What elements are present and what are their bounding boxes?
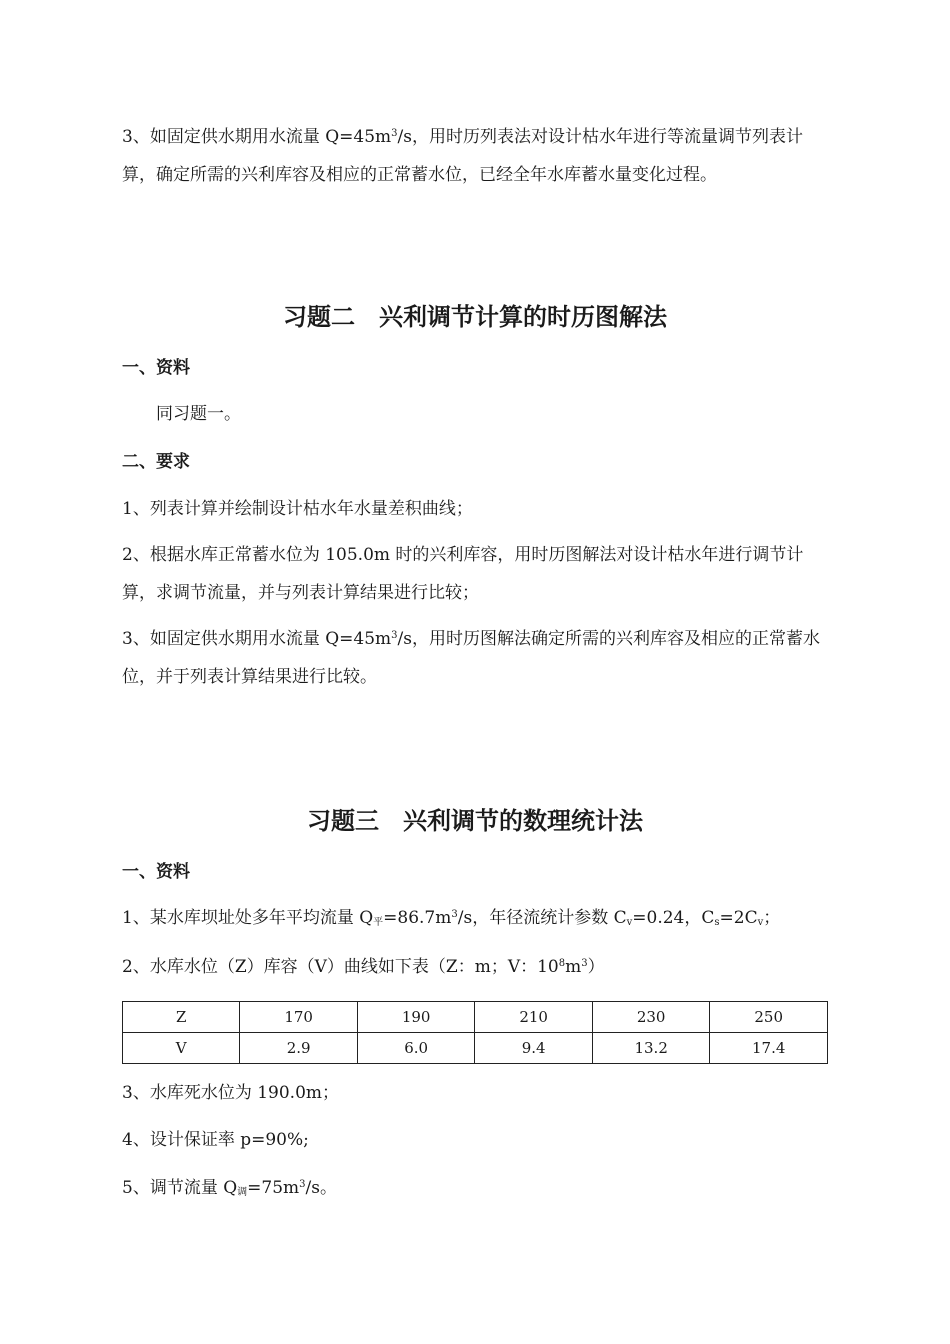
table-cell: 250 [710,1002,828,1033]
intro-item-3 [122,118,832,194]
table-cell: 230 [592,1002,710,1033]
table-cell: 210 [475,1002,593,1033]
exercise-2-title: 习题二 兴利调节计算的时历图解法 [283,303,667,331]
text: /s，用时历图解法确定所需的兴利库容及相应的正常蓄水位，并于列表计算结果进行比较。 [122,629,820,687]
exercise-3-data-2 [122,948,832,986]
text: 5、调节流量 Q [122,1178,238,1198]
superscript: 3 [299,1179,306,1190]
exercise-3-title: 习题三 兴利调节的数理统计法 [307,807,643,835]
exercise-2-section-requirements: 二、要求 [122,452,190,472]
exercise-2-section-data: 一、资料 [122,358,190,378]
text: m [565,957,582,977]
superscript: 3 [391,630,398,641]
subscript: s [714,917,720,928]
table-cell: 170 [240,1002,358,1033]
table-cell: 9.4 [475,1033,593,1064]
exercise-3-section-data: 一、资料 [122,862,190,882]
exercise-2-req-2: 2、根据水库正常蓄水位为 105.0m 时的兴利库容，用时历图解法对设计枯水年进行调节计算，求调节流量，并与列表计算结果进行比较； [122,545,804,603]
text: =86.7m [383,908,452,928]
exercise-3-data-3: 3、水库死水位为 190.0m； [122,1083,340,1103]
exercise-2-data-text: 同习题一。 [156,404,241,424]
text: /s，年径流统计参数 C [457,908,627,928]
text: ） [587,957,605,977]
text: ； [763,908,781,928]
text: 1、某水库坝址处多年平均流量 Q [122,908,374,928]
table-cell: 2.9 [240,1033,358,1064]
subscript: v [757,917,764,928]
exercise-2-req-1: 1、列表计算并绘制设计枯水年水量差积曲线； [122,499,473,519]
table-cell: Z [123,1002,240,1033]
exercise-3-data-5 [122,1169,832,1207]
table-cell: 17.4 [710,1033,828,1064]
text: =2C [719,908,758,928]
table-cell: 6.0 [357,1033,475,1064]
exercise-2-req-3 [122,620,832,696]
subscript: 调 [237,1187,248,1198]
text: =75m [247,1178,300,1198]
subscript: 平 [373,917,384,928]
superscript: 3 [391,128,398,139]
table-cell: V [123,1033,240,1064]
superscript: 3 [581,958,588,969]
text: =0.24，C [632,908,715,928]
exercise-3-data-4: 4、设计保证率 p=90%; [122,1130,309,1150]
superscript: 8 [558,958,566,969]
superscript: 3 [451,909,458,920]
text: 3、如固定供水期用水流量 Q=45m [122,629,392,649]
zv-curve-table [122,1001,828,1064]
text: 2、水库水位（Z）库容（V）曲线如下表（Z：m；V：10 [122,957,559,977]
subscript: v [626,917,633,928]
exercise-3-data-1 [122,899,832,937]
text: /s。 [305,1178,337,1198]
table-row [123,1033,828,1064]
table-row [123,1002,828,1033]
table-cell: 13.2 [592,1033,710,1064]
table-cell: 190 [357,1002,475,1033]
text: /s，用时历列表法对设计枯水年进行等流量调节列表计算，确定所需的兴利库容及相应的正常蓄水位，已经全年水库蓄水量变化过程。 [122,127,803,185]
text: 3、如固定供水期用水流量 Q=45m [122,127,392,147]
